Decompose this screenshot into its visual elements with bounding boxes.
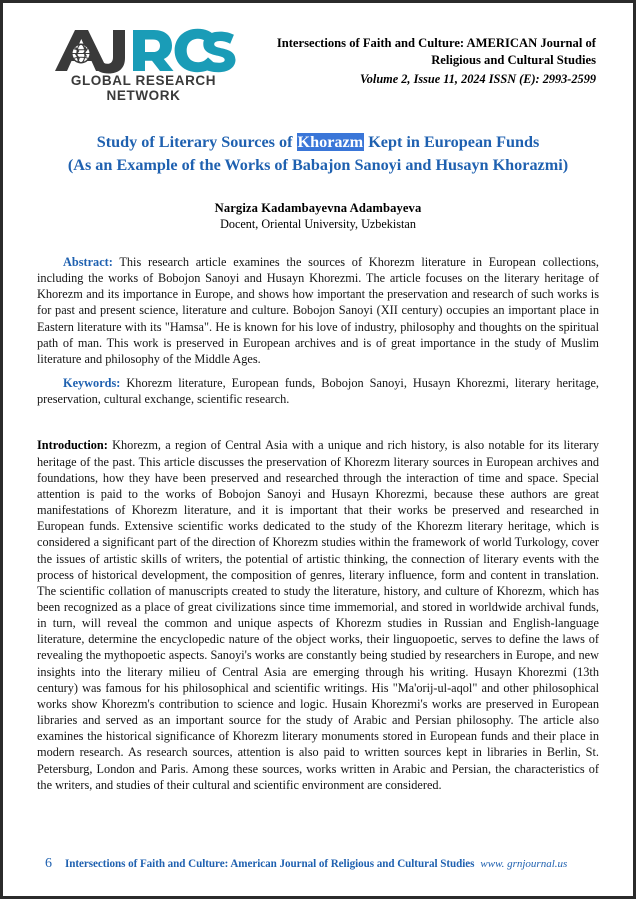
ajrcs-logo-icon [51, 27, 237, 74]
selected-text-khorazm[interactable]: Khorazm [297, 133, 364, 151]
journal-title-line2: Religious and Cultural Studies [431, 53, 596, 68]
footer-url[interactable]: www. grnjournal.us [480, 858, 568, 870]
author-block [37, 201, 599, 232]
abstract-paragraph [37, 254, 599, 367]
keywords-label: Keywords: [63, 376, 121, 391]
article-body [37, 254, 599, 793]
spacer-keywords-introduction [37, 407, 599, 437]
spacer-abstract-keywords [37, 367, 599, 375]
page-footer [37, 856, 599, 872]
introduction-label: Introduction: [37, 438, 108, 453]
introduction-text: Khorezm, a region of Central Asia with a unique and rich history, is also notable for its literary heritage of the past. This article discusses the preservation of Khorezm literary sources in European archives and foundations, how they have been preserved and researched through the interaction of time and space. Special attention is paid to the works of Bobojon Sanoyi and Husayn Khorezmi, because these authors are great manifestations of Khorezm literature, and it is important that their works be preserved and researched in European funds. Extensive scientific works dedicated to the study of the Khorezm literary heritage, which is considered a significant part of the direction of Khorezm studies within the framework of world Turkology, cover the issues of artistic skills of writers, the potential of artistic thinking, the connection of literary events with the process of historical development, the composition of genres, literary influence, form and content in translation. The scientific collation of manuscripts created to study the literature, history, and culture of Khorezm, which has been recognized as a place of great civilizations since time immemorial, and stored in worldwide archival funds, in turn, will reveal the common and unique aspects of Khorezm studies in Russian and English-language literature, determine the encyclopedic nature of the object works, their linguopoetic, serves to define the laws of revealing the mythopoetic aspects. Sanoyi's works are constantly being studied by researchers in Europe, and new insights into the literary milieu of Central Asia are emerging through his writing. Husayn Khorezmi (13th century) was famous for his philosophical and scientific writings. His "Ma'orij-ul-aqol" and other philosophical works show Khorezm's contribution to science and logic. Husain Khorezmi's works are preserved in European libraries and served as an important source for the study of Arabic and Persian philosophy. The article also examines the historical significance of Khorezm literary monuments stored in European funds and their place in modern research. As research sources, attention is also paid to written sources kept in libraries in Berlin, St. Petersburg, London and Paris. Among these sources, works written in Arabic and Persian, the characteristics of the writers, and studies of their cultural and scientific environment are considered. [37, 438, 599, 792]
introduction-paragraph [37, 437, 599, 792]
page-title [37, 131, 599, 177]
page-title-line1-before: Study of Literary Sources of [96, 133, 297, 151]
keywords-paragraph [37, 375, 599, 407]
author-name: Nargiza Kadambayevna Adambayeva [214, 201, 422, 215]
logo-tagline: GLOBAL RESEARCH NETWORK [70, 73, 217, 103]
author-affiliation: Docent, Oriental University, Uzbekistan [220, 217, 416, 231]
journal-header-text [237, 25, 599, 87]
globe-icon [72, 44, 90, 62]
journal-title-line1: Intersections of Faith and Culture: AMERICAN Journal of [276, 36, 596, 50]
masthead [37, 19, 599, 103]
journal-volume-issue: Volume 2, Issue 11, 2024 ISSN (E): 2993-2599 [359, 71, 596, 86]
journal-logo [37, 25, 237, 103]
page-title-line2: (As an Example of the Works of Babajon Sanoyi and Husayn Khorazmi) [67, 156, 569, 174]
footer-page-number: 6 [45, 856, 52, 871]
abstract-text: This research article examines the sources of Khorezm literature in European collections, including the works of Bobojon Sanoyi and Husayn Khorezmi. The article focuses on the literary heritage of Khorezm and its importance in Europe, and shows how important the preservation and research of such works is for past and present science, literature and culture. Bobojon Sanoyi (XII century) occupies an important place in Eastern literature with its "Hamsa". He is known for his love of industry, philosophy and thoughts on the spiritual path of man. This work is preserved in European archives and is of great importance in the study of Muslim literature and philosophy of the Middle Ages. [37, 255, 599, 366]
page-title-line1-after: Kept in European Funds [364, 133, 540, 151]
abstract-label: Abstract: [63, 255, 113, 269]
keywords-text: Khorezm literature, European funds, Bobojon Sanoyi, Husayn Khorezmi, literary heritage, preservation, cultural exchange, scientific research. [37, 376, 599, 407]
page-title-line1 [45, 131, 591, 154]
footer-journal-name: Intersections of Faith and Culture: American Journal of Religious and Cultural Studies [65, 858, 475, 870]
